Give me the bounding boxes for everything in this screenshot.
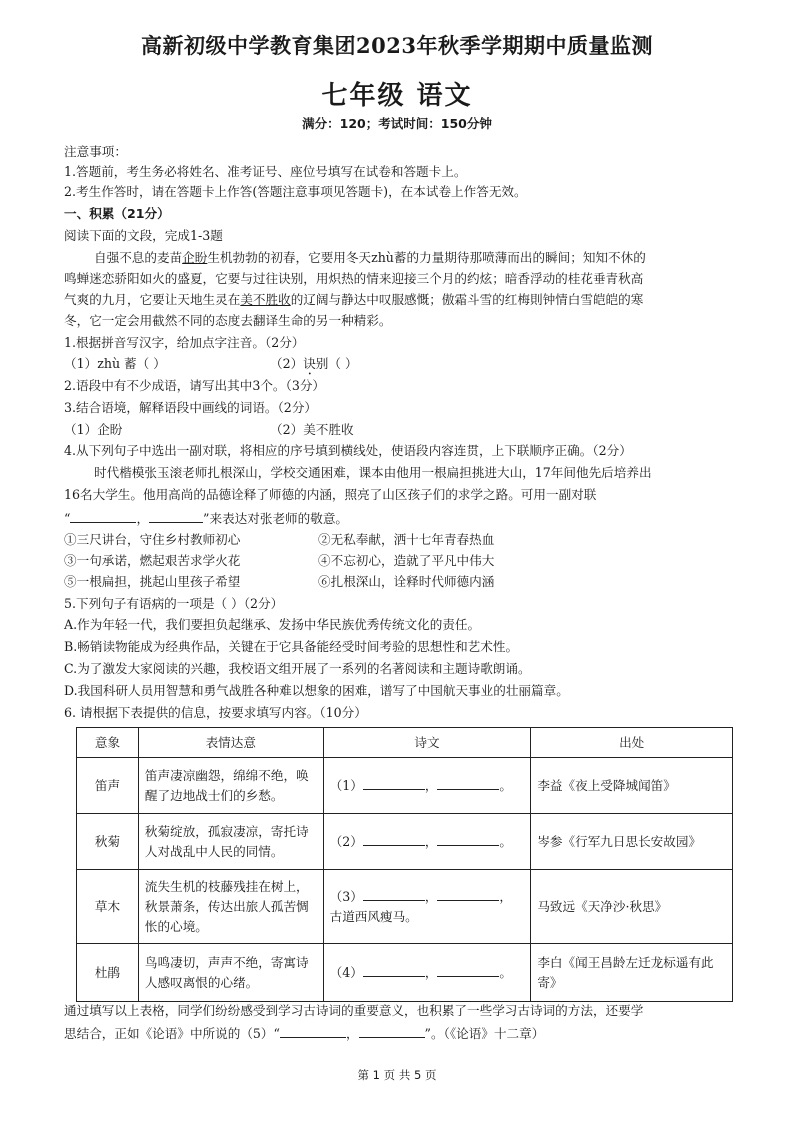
passage-line: 气爽的九月，它要让天地生灵在美不胜收的辽阔与静达中叹服感慨；傲霜斗雪的红梅則钟情白雪皑皑的寒 bbox=[64, 292, 644, 307]
meaning-cell: 鸟鸣凄切，声声不绝，寄寓诗人感叹离恨的心绪。 bbox=[138, 944, 323, 1002]
poem-cell: （1） ， 。 bbox=[323, 758, 531, 814]
answer-blank[interactable] bbox=[359, 1023, 425, 1038]
answer-blank[interactable] bbox=[363, 886, 425, 901]
option-item: ①三尺讲台，守住乡村教师初心 bbox=[64, 532, 241, 547]
question-5: 5.下列句子有语病的一项是（ ）（2分） bbox=[64, 596, 284, 611]
image-cell: 秋菊 bbox=[77, 814, 139, 870]
answer-blank[interactable] bbox=[70, 508, 136, 523]
page-footer: 第 1 页 共 5 页 bbox=[357, 1068, 437, 1082]
question-4: 4.从下列句子中选出一副对联，将相应的序号填到横线处，使语段内容连贯，上下联顺序正确。（2分） bbox=[64, 443, 632, 458]
option-item: ②无私奉献，洒十七年青春热血 bbox=[318, 532, 495, 547]
closing-line: 思结合，正如《论语》中所说的（5）“ ， ”。（《论语》十二章） bbox=[64, 1023, 744, 1044]
source-cell: 李白《闻王昌龄左迁龙标遥有此寄》 bbox=[531, 944, 733, 1002]
notice-item: 1.答题前，考生务必将姓名、准考证号、座位号填写在试卷和答题卡上。 bbox=[64, 164, 467, 179]
source-cell: 岑参《行军九日思长安故园》 bbox=[531, 814, 733, 870]
option-item: ③一句承诺，燃起艰苦求学火花 bbox=[64, 553, 241, 568]
image-cell: 草木 bbox=[77, 870, 139, 944]
option-item: ④不忘初心，造就了平凡中伟大 bbox=[318, 553, 495, 568]
poem-cell: （3） ， ， 古道西风瘦马。 bbox=[323, 870, 531, 944]
table-row bbox=[77, 870, 733, 944]
option-item: ⑤一根扁担，挑起山里孩子希望 bbox=[64, 574, 241, 589]
notice-heading: 注意事项： bbox=[64, 144, 127, 159]
table-row bbox=[77, 758, 733, 814]
meaning-cell: 笛声凄凉幽怨，绵绵不绝，唤醒了边地战士们的乡愁。 bbox=[138, 758, 323, 814]
answer-blank[interactable] bbox=[363, 775, 425, 790]
meaning-cell: 秋菊绽放，孤寂凄凉，寄托诗人对战乱中人民的同情。 bbox=[138, 814, 323, 870]
meaning-cell: 流失生机的枝藤残挂在树上，秋景萧条，传达出旅人孤苦惆怅的心境。 bbox=[138, 870, 323, 944]
question-4-para: “ ， ”来表达对张老师的敬意。 bbox=[64, 508, 744, 529]
question-3: 3.结合语境，解释语段中画线的词语。（2分） bbox=[64, 400, 318, 415]
subject-title: 七年级 语文 bbox=[321, 81, 473, 111]
passage-instruction: 阅读下面的文段，完成1-3题 bbox=[64, 228, 223, 243]
question-5-option: C.为了激发大家阅读的兴趣，我校语文组开展了一系列的名著阅读和主题诗歌朗诵。 bbox=[64, 661, 531, 676]
notice-item: 2.考生作答时，请在答题卡上作答(答题注意事项见答题卡)，在本试卷上作答无效。 bbox=[64, 184, 527, 199]
table-header: 诗文 bbox=[323, 728, 531, 758]
dotted-char: 诀 bbox=[303, 356, 316, 371]
answer-blank[interactable] bbox=[149, 508, 203, 523]
question-1-b: （2）诀别（ ） bbox=[270, 356, 358, 371]
question-1-a: （1）zhù 蓄（ ） bbox=[64, 356, 166, 371]
poem-cell: （4） ， 。 bbox=[323, 944, 531, 1002]
passage-line: 鸣蝉迷恋骄阳如火的盛夏，它要与过往诀别，用炽热的情来迎接三个月的约炫；暗香浮动的桂花垂青秋高 bbox=[64, 271, 644, 286]
answer-blank[interactable] bbox=[437, 886, 499, 901]
answer-blank[interactable] bbox=[437, 962, 499, 977]
source-cell: 马致远《天净沙·秋思》 bbox=[531, 870, 733, 944]
question-4-para: 时代楷模张玉滚老师扎根深山，学校交通困难，课本由他用一根扁担挑进大山，17年间他先后培养出 bbox=[94, 465, 652, 480]
table-header: 出处 bbox=[531, 728, 733, 758]
closing-line: 通过填写以上表格，同学们纷纷感受到学习古诗词的重要意义，也积累了一些学习古诗词的方法，还要学 bbox=[64, 1003, 644, 1018]
answer-blank[interactable] bbox=[280, 1023, 346, 1038]
question-2: 2.语段中有不少成语，请写出其中3个。（3分） bbox=[64, 378, 326, 393]
passage-line: 冬，它一定会用截然不同的态度去翻译生命的另一种精彩。 bbox=[64, 313, 392, 328]
question-5-option: D.我国科研人员用智慧和勇气战胜各种难以想象的困难，谱写了中国航天事业的壮丽篇章。 bbox=[64, 683, 569, 698]
poetry-table bbox=[76, 727, 733, 1002]
question-1: 1.根据拼音写汉字，给加点字注音。（2分） bbox=[64, 335, 305, 350]
question-5-option: A.作为年轻一代，我们要担负起继承、发扬中华民族优秀传统文化的责任。 bbox=[64, 617, 481, 632]
answer-blank[interactable] bbox=[437, 831, 499, 846]
source-cell: 李益《夜上受降城闻笛》 bbox=[531, 758, 733, 814]
poem-cell: （2） ， 。 bbox=[323, 814, 531, 870]
image-cell: 笛声 bbox=[77, 758, 139, 814]
table-row bbox=[77, 814, 733, 870]
question-4-para: 16名大学生。他用高尚的品德诠释了师德的内涵，照亮了山区孩子们的求学之路。可用一副对联 bbox=[64, 487, 597, 502]
table-header: 表情达意 bbox=[138, 728, 323, 758]
underlined-word: 美不胜收 bbox=[240, 292, 291, 307]
exam-meta: 满分：120；考试时间：150分钟 bbox=[302, 116, 492, 131]
table-header-row bbox=[77, 728, 733, 758]
image-cell: 杜鹃 bbox=[77, 944, 139, 1002]
table-header: 意象 bbox=[77, 728, 139, 758]
question-3-b: （2）美不胜收 bbox=[270, 422, 354, 437]
answer-blank[interactable] bbox=[437, 775, 499, 790]
question-3-a: （1）企盼 bbox=[64, 422, 123, 437]
question-5-option: B.畅销读物能成为经典作品，关键在于它具备能经受时间考验的思想性和艺术性。 bbox=[64, 639, 519, 654]
option-item: ⑥扎根深山，诠释时代师德内涵 bbox=[318, 574, 495, 589]
underlined-word: 企盼 bbox=[182, 250, 208, 265]
question-6: 6. 请根据下表提供的信息，按要求填写内容。（10分） bbox=[64, 705, 367, 720]
section-heading: 一、积累（21分） bbox=[64, 206, 170, 221]
answer-blank[interactable] bbox=[363, 831, 425, 846]
passage-line: 自强不息的麦苗企盼生机勃勃的初春，它要用冬天zhù蓄的力量期待那喷薄而出的瞬间；知知不休的 bbox=[94, 250, 646, 265]
table-row bbox=[77, 944, 733, 1002]
answer-blank[interactable] bbox=[363, 962, 425, 977]
exam-title: 高新初级中学教育集团2023年秋季学期期中质量监测 bbox=[141, 33, 653, 58]
